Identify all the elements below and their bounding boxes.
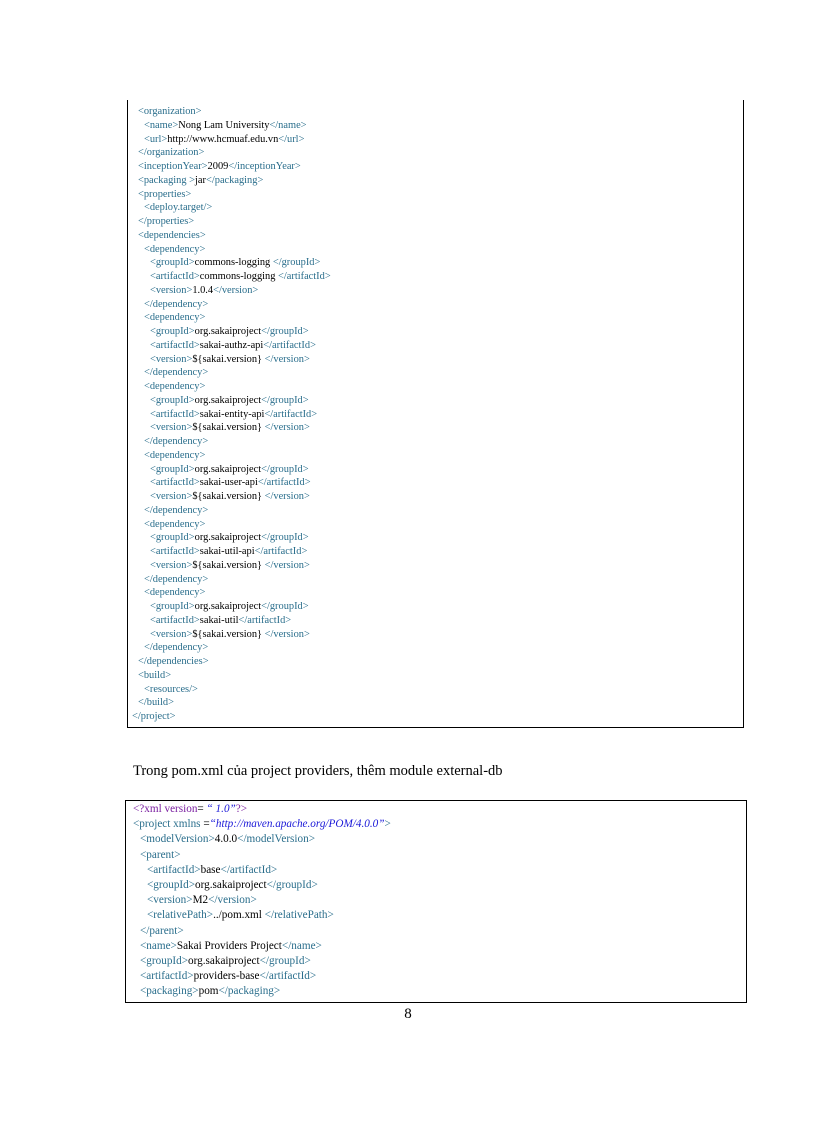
code-line [126, 924, 746, 939]
code-text: ${sakai.version} [192, 491, 265, 502]
code-token: <dependency> [144, 381, 206, 392]
code-text: org.sakaiproject [194, 394, 262, 406]
code-line [128, 614, 743, 628]
code-token: </version> [213, 284, 259, 296]
code-line [126, 984, 746, 999]
code-token: </relativePath> [264, 909, 334, 922]
code-token: <artifactId> [150, 339, 200, 351]
code-token: </groupId> [261, 463, 309, 475]
code-text: 1.0.4 [192, 284, 214, 296]
code-line [128, 174, 743, 188]
code-token: “ 1.0” [206, 803, 236, 815]
code-token: “http://maven.apache.org/POM/4.0.0” [209, 818, 385, 831]
code-token: <version> [150, 628, 193, 640]
code-line [126, 848, 746, 863]
code-token: <artifactId> [150, 614, 200, 626]
code-token: <groupId> [150, 532, 195, 544]
code-text: org.sakaiproject [194, 532, 262, 544]
code-line [126, 893, 746, 908]
code-token: </dependency> [144, 504, 209, 516]
code-text: base [200, 863, 221, 876]
code-token: </groupId> [272, 257, 321, 269]
code-token: </version> [264, 353, 310, 365]
code-token: <version> [150, 353, 193, 365]
code-token: <version> [150, 422, 193, 434]
code-line [128, 215, 743, 229]
code-token: <version> [147, 894, 193, 907]
code-token: <dependency> [144, 312, 206, 324]
code-token: </project> [132, 711, 176, 722]
code-line [128, 545, 743, 559]
code-text: commons-logging [194, 257, 273, 269]
code-block-pom-continuation [127, 100, 744, 728]
code-text: pom [198, 985, 219, 998]
code-line [128, 105, 743, 119]
code-line [128, 284, 743, 298]
code-token: <relativePath> [147, 909, 214, 922]
code-text: ${sakai.version} [192, 559, 265, 571]
code-line [128, 531, 743, 545]
code-line [128, 421, 743, 435]
code-line [128, 586, 743, 600]
code-line [128, 380, 743, 394]
code-text: providers-base [193, 970, 260, 983]
code-token: <groupId> [150, 601, 195, 612]
code-token: </build> [138, 697, 174, 709]
code-token: </dependency> [144, 367, 209, 379]
code-line [126, 939, 746, 954]
code-token: <groupId> [150, 257, 195, 269]
code-line [128, 476, 743, 490]
code-line [128, 573, 743, 587]
code-text: = [197, 803, 207, 815]
code-line [128, 270, 743, 284]
code-token: </groupId> [266, 878, 318, 891]
code-token: </packaging> [206, 174, 264, 186]
code-line [128, 641, 743, 655]
code-line [128, 504, 743, 518]
code-line [128, 366, 743, 380]
code-line [128, 655, 743, 669]
code-token: <resources/> [144, 683, 198, 695]
code-text: ${sakai.version} [192, 353, 265, 365]
code-token: <url> [144, 133, 168, 145]
code-token: </artifactId> [257, 477, 311, 489]
code-token: <artifactId> [150, 271, 200, 282]
code-token: </properties> [138, 216, 195, 227]
code-line [128, 490, 743, 504]
code-line [128, 256, 743, 270]
code-text: sakai-util-api [199, 546, 255, 557]
code-block-providers-pom [125, 800, 747, 1003]
code-text: org.sakaiproject [194, 463, 262, 475]
code-text: M2 [192, 894, 209, 907]
code-line [128, 518, 743, 532]
code-line [128, 146, 743, 160]
code-token: </groupId> [259, 954, 311, 967]
code-text: sakai-util [199, 614, 239, 626]
code-token: <packaging > [138, 174, 196, 186]
code-token: </groupId> [261, 394, 309, 406]
code-line [128, 696, 743, 710]
code-token: </version> [264, 559, 310, 571]
code-line [126, 832, 746, 847]
code-token: </dependency> [144, 298, 209, 310]
code-line [128, 408, 743, 422]
code-line [128, 243, 743, 257]
code-line [128, 449, 743, 463]
code-token: <name> [140, 939, 177, 952]
code-line [128, 435, 743, 449]
code-token: </artifactId> [238, 614, 292, 626]
code-text: commons-logging [199, 271, 279, 282]
code-token: </version> [208, 894, 257, 907]
code-token: </artifactId> [263, 339, 316, 351]
code-token: </organization> [138, 147, 205, 159]
code-token: </artifactId> [259, 970, 317, 983]
code-line [128, 600, 743, 614]
code-line [128, 339, 743, 353]
code-text: org.sakaiproject [195, 878, 267, 891]
code-text: org.sakaiproject [188, 954, 260, 967]
code-text: = [200, 818, 210, 831]
code-line [128, 559, 743, 573]
code-line [128, 311, 743, 325]
code-token: <inceptionYear> [138, 161, 208, 172]
code-token: <dependency> [144, 243, 206, 255]
code-token: <dependencies> [138, 229, 206, 241]
code-text: http://www.hcmuaf.edu.vn [167, 133, 279, 145]
code-token: <artifactId> [150, 408, 200, 420]
code-line [126, 908, 746, 923]
code-text: sakai-entity-api [199, 408, 265, 420]
code-token: </modelVersion> [237, 833, 316, 846]
code-token: </groupId> [261, 326, 309, 337]
code-token: <groupId> [150, 394, 195, 406]
code-token: <groupId> [150, 326, 195, 337]
code-token: <groupId> [147, 878, 196, 891]
code-token: <modelVersion> [140, 833, 215, 846]
caption-text: Trong pom.xml của project providers, thêm module external-db [133, 763, 503, 779]
code-line [128, 133, 743, 147]
code-token: </dependency> [144, 642, 209, 654]
code-token: </dependency> [144, 436, 209, 447]
code-token: <groupId> [140, 954, 189, 967]
code-line [128, 394, 743, 408]
code-text: Sakai Providers Project [176, 939, 282, 952]
code-token: </artifactId> [220, 863, 278, 876]
code-token: </dependency> [144, 573, 209, 585]
code-line [126, 878, 746, 893]
code-line [128, 628, 743, 642]
code-token: <deploy.target/> [144, 202, 213, 214]
code-token: <name> [144, 119, 179, 131]
code-line [128, 710, 743, 724]
code-line [126, 802, 746, 817]
code-line [128, 229, 743, 243]
code-line [128, 160, 743, 174]
code-token: <organization> [138, 106, 202, 117]
code-token: </version> [264, 628, 310, 640]
code-token: <dependency> [144, 449, 206, 461]
code-line [126, 969, 746, 984]
code-token: <artifactId> [140, 970, 194, 983]
code-line [128, 188, 743, 202]
code-token: </artifactId> [264, 408, 318, 420]
code-text: ${sakai.version} [192, 628, 265, 640]
code-token: <groupId> [150, 463, 195, 475]
code-token: </groupId> [261, 532, 309, 544]
code-line [126, 863, 746, 878]
page-number: 8 [404, 1006, 412, 1022]
code-token: </name> [269, 119, 307, 131]
code-text: Nong Lam University [178, 119, 270, 131]
code-text: org.sakaiproject [194, 326, 262, 337]
code-token: </version> [264, 491, 310, 502]
code-token: </inceptionYear> [228, 161, 301, 172]
code-token: </name> [281, 939, 322, 952]
code-token: </packaging> [218, 985, 281, 998]
code-text: ../pom.xml [213, 909, 265, 922]
code-line [128, 325, 743, 339]
code-token: </artifactId> [254, 546, 308, 557]
code-token: > [384, 818, 391, 831]
code-token: <?xml [133, 803, 165, 815]
code-token: <dependency> [144, 587, 206, 599]
code-token: </version> [264, 422, 310, 434]
code-text: sakai-authz-api [199, 339, 264, 351]
code-line [128, 463, 743, 477]
code-line [128, 353, 743, 367]
code-token: <version> [150, 491, 193, 502]
code-token: <project [133, 818, 174, 831]
code-token: <artifactId> [147, 863, 201, 876]
code-token: version [164, 803, 198, 815]
code-line [128, 119, 743, 133]
code-line [128, 298, 743, 312]
code-token: </parent> [140, 924, 184, 937]
code-text: 4.0.0 [214, 833, 238, 846]
code-token: <artifactId> [150, 477, 200, 489]
code-line [126, 954, 746, 969]
code-token: </dependencies> [138, 656, 209, 667]
code-token: xmlns [173, 818, 201, 831]
code-line [126, 817, 746, 832]
code-token: <build> [138, 669, 172, 681]
code-text: 2009 [207, 161, 229, 172]
code-token: <version> [150, 284, 193, 296]
code-token: ?> [235, 803, 248, 815]
code-line [128, 683, 743, 697]
code-text: ${sakai.version} [192, 422, 265, 434]
code-token: <properties> [138, 188, 192, 200]
code-token: </url> [278, 133, 305, 145]
code-text: sakai-user-api [199, 477, 258, 489]
code-token: <packaging> [140, 985, 199, 998]
code-text: org.sakaiproject [194, 601, 262, 612]
code-token: <version> [150, 559, 193, 571]
code-text: jar [195, 174, 206, 186]
code-token: </groupId> [261, 601, 309, 612]
code-token: <parent> [140, 848, 181, 861]
code-line [128, 201, 743, 215]
code-token: </artifactId> [278, 271, 331, 282]
code-token: <dependency> [144, 518, 206, 530]
code-line [128, 669, 743, 683]
code-token: <artifactId> [150, 546, 200, 557]
